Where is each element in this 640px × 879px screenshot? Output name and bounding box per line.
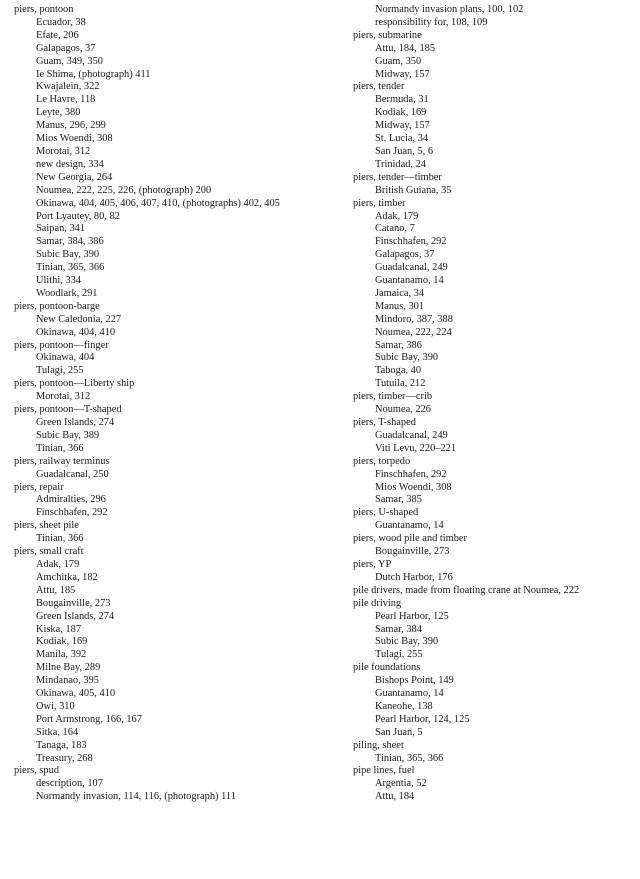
index-entry: [14, 378, 336, 404]
index-entry: [14, 456, 336, 482]
index-heading: piers, U-shaped: [353, 507, 419, 519]
index-subentry: Samar, 384: [375, 623, 422, 635]
index-heading: piling, sheet: [353, 739, 404, 751]
index-subentry: Attu, 184, 185: [375, 42, 436, 54]
index-subentry: Finschhafen, 292: [375, 236, 447, 248]
index-subentry: Amchitka, 182: [36, 571, 98, 583]
index-subentry: Ulithi, 334: [36, 275, 82, 287]
index-subentry: New Georgia, 264: [36, 171, 113, 183]
index-subentry: Viti Levu, 220–221: [375, 442, 457, 454]
index-subentry: Efate, 206: [36, 29, 79, 41]
index-subentry: Port Armstrong, 166, 167: [36, 713, 142, 725]
index-subentry: Tinian, 365, 366: [36, 262, 105, 274]
index-subentry: Tanaga, 183: [36, 739, 87, 751]
index-entry: [353, 172, 638, 198]
index-subentry: Guam, 350: [375, 55, 422, 67]
index-subentry: Manila, 392: [36, 649, 87, 661]
index-subentry: Ie Shima, (photograph) 411: [36, 68, 151, 80]
index-entry: [353, 417, 638, 456]
index-subentry: Saipan, 341: [36, 223, 86, 235]
index-heading: piers, pontoon-barge: [14, 300, 100, 312]
index-subentry: Morotai, 312: [36, 145, 91, 157]
index-subentry: Noumea, 222, 225, 226, (photograph) 200: [36, 184, 212, 196]
index-entry: [353, 765, 638, 804]
index-heading: piers, pontoon—Liberty ship: [14, 378, 135, 390]
index-subentry: Admiralties, 296: [36, 494, 106, 506]
index-subentry: Normandy invasion plans, 100, 102: [375, 4, 524, 15]
index-subentry: Argentia, 52: [375, 778, 427, 790]
index-subentry: Galapagos, 37: [375, 249, 435, 261]
index-subentry: responsibility for, 108, 109: [375, 16, 488, 28]
index-heading: piers, submarine: [353, 29, 422, 41]
index-heading: piers, small craft: [14, 546, 84, 558]
index-entry: [353, 30, 638, 82]
index-subentry: Kiska, 187: [36, 623, 82, 635]
index-subentry: Bishops Point, 149: [375, 675, 454, 687]
index-subentry: Noumea, 226: [375, 404, 431, 416]
index-subentry: Green Islands, 274: [36, 417, 115, 428]
index-subentry: Morotai, 312: [36, 391, 91, 403]
index-column-left: [14, 4, 336, 804]
index-subentry: Owi, 310: [36, 700, 75, 712]
index-heading: pile foundations: [353, 662, 421, 674]
index-entry: [353, 585, 638, 598]
index-subentry: Treasury, 268: [36, 752, 93, 764]
index-subentry: Manus, 296, 299: [36, 120, 106, 132]
index-heading: piers, tender—timber: [353, 171, 442, 183]
index-subentry: Tulagi, 255: [36, 365, 84, 377]
index-entry: [353, 559, 638, 585]
index-subentry: Midway, 157: [375, 68, 430, 80]
index-heading: pile drivers, made from floating crane at Noumea, 222: [353, 584, 580, 596]
index-subentry: Okinawa, 404, 410: [36, 326, 116, 338]
index-subentry: Mindoro, 387, 388: [375, 313, 453, 325]
index-subentry: Samar, 386: [375, 339, 422, 351]
index-entry: [353, 598, 638, 663]
index-entry: [353, 533, 638, 559]
index-entry: [353, 81, 638, 171]
index-entry: [14, 340, 336, 379]
index-subentry: Samar, 384, 386: [36, 236, 104, 248]
index-heading: piers, tender: [353, 81, 405, 93]
index-subentry: Mios Woendi, 308: [375, 481, 452, 493]
index-subentry: Port Lyautey, 80, 82: [36, 210, 120, 222]
index-heading: piers, timber—crib: [353, 391, 433, 403]
index-entry: [14, 520, 336, 546]
index-heading: piers, spud: [14, 765, 60, 777]
index-subentry: Mios Woendi, 308: [36, 133, 113, 145]
index-entry: [353, 4, 638, 30]
index-subentry: Subic Bay, 390: [375, 352, 439, 364]
index-subentry: Tinian, 365, 366: [375, 752, 444, 764]
index-subentry: Mindanao, 395: [36, 675, 99, 687]
index-subentry: Samar, 385: [375, 494, 422, 506]
index-subentry: Bougainville, 273: [36, 597, 111, 609]
index-subentry: Kaneohe, 138: [375, 700, 433, 712]
index-entry: [353, 507, 638, 533]
index-heading: piers, repair: [14, 481, 64, 493]
index-subentry: Ecuador, 38: [36, 16, 86, 28]
index-subentry: description, 107: [36, 778, 103, 790]
index-heading: pipe lines, fuel: [353, 765, 415, 777]
index-subentry: Galapagos, 37: [36, 42, 96, 54]
index-heading: piers, torpedo: [353, 455, 411, 467]
index-subentry: Tutuila, 212: [375, 378, 426, 390]
index-subentry: Finschhafen, 292: [375, 468, 447, 480]
index-entry: [14, 546, 336, 765]
index-subentry: Manus, 301: [375, 300, 425, 312]
index-subentry: Bougainville, 273: [375, 546, 450, 558]
index-subentry: Guadalcanal, 250: [36, 468, 109, 480]
index-subentry: Okinawa, 404, 405, 406, 407, 410, (photographs) 402, 405: [36, 197, 280, 209]
index-subentry: Sitka, 164: [36, 726, 79, 738]
index-subentry: Pearl Harbor, 125: [375, 610, 449, 622]
index-subentry: Normandy invasion, 114, 116, (photograph) 111: [36, 791, 236, 803]
index-subentry: Midway, 157: [375, 120, 430, 132]
index-subentry: Guam, 349, 350: [36, 55, 103, 67]
index-subentry: Kwajalein, 322: [36, 81, 100, 93]
index-subentry: New Caledonia, 227: [36, 313, 122, 325]
index-subentry: St. Lucia, 34: [375, 133, 429, 145]
index-subentry: Jamaica, 34: [375, 287, 425, 299]
index-subentry: Catano, 7: [375, 223, 415, 235]
index-heading: piers, pontoon: [14, 4, 74, 15]
index-entry: [353, 662, 638, 739]
index-heading: piers, timber: [353, 197, 406, 209]
index-subentry: Guantanamo, 14: [375, 275, 444, 287]
index-subentry: new design, 334: [36, 158, 104, 170]
index-subentry: Guantanamo, 14: [375, 520, 444, 532]
index-subentry: Adak, 179: [36, 558, 80, 570]
index-heading: pile driving: [353, 597, 402, 609]
index-entry: [353, 391, 638, 417]
index-heading: piers, pontoon—finger: [14, 339, 109, 351]
index-subentry: Guadalcanal, 249: [375, 262, 448, 274]
index-subentry: Milne Bay, 289: [36, 662, 101, 674]
index-subentry: San Juan, 5: [375, 726, 423, 738]
index-entry: [14, 4, 336, 301]
index-subentry: Pearl Harbor, 124, 125: [375, 713, 470, 725]
index-subentry: Green Islands, 274: [36, 610, 115, 622]
index-subentry: San Juan, 5, 6: [375, 145, 434, 157]
index-subentry: Woodlark, 291: [36, 287, 98, 299]
index-subentry: Attu, 184: [375, 791, 415, 803]
index-subentry: Adak, 179: [375, 210, 419, 222]
index-subentry: Guadalcanal, 249: [375, 429, 448, 441]
index-subentry: Guantanamo, 14: [375, 688, 444, 700]
index-subentry: British Guiana, 35: [375, 184, 452, 196]
index-subentry: Kodiak, 169: [375, 107, 427, 119]
index-subentry: Tinian, 366: [36, 442, 84, 454]
index-subentry: Trinidad, 24: [375, 158, 426, 170]
index-entry: [353, 198, 638, 392]
index-entry: [14, 404, 336, 456]
index-subentry: Taboga, 40: [375, 365, 422, 377]
index-subentry: Le Havre, 118: [36, 94, 96, 106]
index-heading: piers, sheet pile: [14, 520, 79, 532]
index-subentry: Okinawa, 405, 410: [36, 688, 116, 700]
index-heading: piers, wood pile and timber: [353, 533, 467, 545]
index-subentry: Tinian, 366: [36, 533, 84, 545]
index-subentry: Leyte, 380: [36, 107, 81, 119]
index-heading: piers, pontoon—T-shaped: [14, 404, 122, 416]
index-heading: piers, railway terminus: [14, 455, 110, 467]
index-subentry: Attu, 185: [36, 584, 76, 596]
index-subentry: Subic Bay, 390: [36, 249, 100, 261]
index-entry: [353, 456, 638, 508]
index-heading: piers, T-shaped: [353, 417, 416, 428]
index-heading: piers, YP: [353, 558, 392, 570]
index-subentry: Kodiak, 169: [36, 636, 88, 648]
index-entry: [14, 482, 336, 521]
index-subentry: Noumea, 222, 224: [375, 326, 452, 338]
index-subentry: Subic Bay, 389: [36, 429, 100, 441]
index-subentry: Bermuda, 31: [375, 94, 429, 106]
index-subentry: Subic Bay, 390: [375, 636, 439, 648]
index-entry: [353, 740, 638, 766]
index-entry: [14, 301, 336, 340]
index-column-right: [353, 4, 638, 804]
index-subentry: Finschhafen, 292: [36, 507, 108, 519]
index-subentry: Okinawa, 404: [36, 352, 95, 364]
index-subentry: Dutch Harbor, 176: [375, 571, 453, 583]
index-entry: [14, 765, 336, 804]
index-subentry: Tulagi, 255: [375, 649, 423, 661]
